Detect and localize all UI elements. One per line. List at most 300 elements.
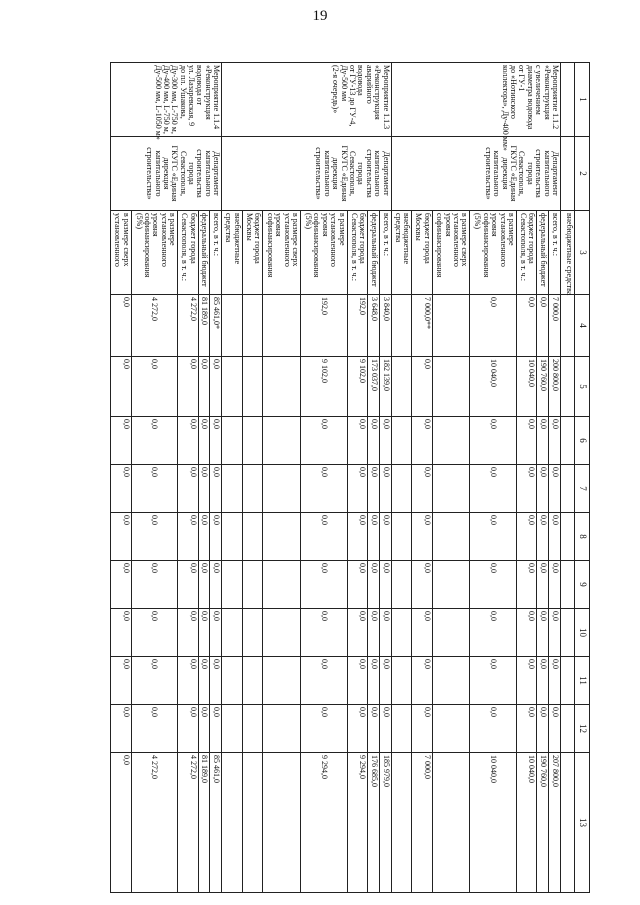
value-cell [222, 513, 242, 561]
value-text: 0,0 [381, 659, 391, 669]
value-cell [242, 513, 262, 561]
value-spacer [337, 611, 346, 654]
executor-text: капитального [492, 150, 502, 197]
source-text: бюджет города [358, 213, 368, 264]
col-header: 6 [575, 417, 590, 465]
value-cell [111, 357, 132, 417]
value-cell [379, 657, 391, 705]
value-text: 0,0 [527, 563, 537, 573]
value-cell [549, 513, 561, 561]
source-text: установленного [282, 213, 292, 267]
value-cell [242, 753, 262, 893]
event-text: до «Нотинского [509, 65, 519, 119]
source-text: уровня [320, 213, 330, 237]
value-spacer [167, 563, 176, 606]
value-text: 0,0 [188, 419, 198, 429]
value-text: 0,0 [121, 707, 131, 717]
value-text: 3 648,0 [369, 297, 379, 321]
value-text: 0,0 [551, 659, 560, 669]
value-cell [131, 705, 178, 753]
value-text: 4 272,0 [150, 297, 160, 321]
header-row [575, 63, 590, 893]
source-cell [368, 211, 380, 295]
value-spacer [459, 707, 468, 750]
source-text: уровня [274, 213, 284, 237]
value-spacer [290, 359, 299, 414]
source-text: Севастополя, в т. ч.: [349, 213, 359, 281]
executor-text: капитального [322, 150, 332, 197]
value-cell [549, 295, 561, 357]
value-text: 0,0 [121, 467, 131, 477]
source-cell [391, 211, 411, 295]
value-cell [549, 753, 561, 893]
col-header: 10 [575, 609, 590, 657]
col-header: 4 [575, 295, 590, 357]
value-cell [516, 657, 536, 705]
value-text: 0,0 [358, 611, 368, 621]
source-text: средства [393, 213, 403, 243]
value-spacer [337, 419, 346, 462]
value-cell [198, 705, 210, 753]
value-spacer [158, 707, 167, 750]
value-text: 0,0 [319, 419, 329, 429]
value-cell [516, 465, 536, 513]
value-cell [412, 657, 432, 705]
value-text: 0,0 [539, 467, 549, 477]
value-spacer [337, 515, 346, 558]
source-text: установленного [113, 213, 123, 267]
value-cell [561, 417, 575, 465]
value-cell [549, 705, 561, 753]
value-text: 0,0 [422, 659, 432, 669]
value-cell [210, 357, 222, 417]
value-text: 0,0 [381, 419, 391, 429]
value-text: 0,0 [488, 707, 498, 717]
source-text: в размере [506, 213, 516, 246]
value-cell [561, 753, 575, 893]
event-text: аварийного [364, 65, 374, 104]
value-text: 0,0 [319, 659, 329, 669]
source-cell [470, 211, 517, 295]
event-text: диаметра водовода [525, 65, 535, 130]
value-cell [412, 513, 432, 561]
col-header: 7 [575, 465, 590, 513]
value-spacer [290, 515, 299, 558]
value-cell [301, 609, 348, 657]
value-cell [391, 609, 411, 657]
value-text: 0,0 [121, 515, 131, 525]
value-cell [131, 357, 178, 417]
value-cell [537, 417, 549, 465]
value-cell [178, 417, 198, 465]
value-cell [470, 657, 517, 705]
value-cell [549, 465, 561, 513]
value-text: 0,0 [200, 563, 210, 573]
value-cell [516, 417, 536, 465]
value-cell [432, 609, 470, 657]
value-spacer [290, 563, 299, 606]
value-text: 0,0 [488, 563, 498, 573]
source-cell [537, 211, 549, 295]
value-cell [242, 417, 262, 465]
value-spacer [328, 611, 337, 654]
value-text: 0,0 [527, 659, 537, 669]
value-spacer [158, 563, 167, 606]
page-number: 19 [312, 8, 328, 24]
value-cell [537, 513, 549, 561]
event-cell [111, 63, 222, 140]
value-cell [432, 657, 470, 705]
value-cell [131, 561, 178, 609]
value-spacer [158, 297, 167, 354]
value-cell [242, 561, 262, 609]
value-spacer [290, 297, 299, 354]
source-text: установленного [452, 213, 462, 267]
value-cell [178, 357, 198, 417]
value-cell [222, 753, 242, 893]
value-cell [537, 465, 549, 513]
col-header: 9 [575, 561, 590, 609]
value-spacer [167, 359, 176, 414]
col-header: 12 [575, 705, 590, 753]
source-cell [198, 211, 210, 295]
source-text: в размере [337, 213, 347, 246]
value-cell [242, 357, 262, 417]
value-spacer [290, 659, 299, 702]
value-cell [178, 465, 198, 513]
executor-text: строительства» [314, 147, 324, 200]
value-cell [111, 417, 132, 465]
value-text: 190 760,0 [539, 359, 549, 391]
value-text: 0,0 [527, 419, 537, 429]
source-text: бюджет города [253, 213, 263, 264]
value-text: 0,0 [369, 515, 379, 525]
value-text: 0,0 [212, 359, 222, 369]
value-cell [131, 513, 178, 561]
value-text: 0,0 [121, 297, 131, 307]
value-spacer [459, 611, 468, 654]
event-text: «Реконструкция [373, 65, 383, 120]
value-cell [347, 657, 367, 705]
value-spacer [497, 419, 506, 462]
value-text: 0,0 [212, 515, 222, 525]
value-cell [263, 295, 301, 357]
value-cell [111, 513, 132, 561]
value-text: 0,0 [422, 419, 432, 429]
value-cell [470, 357, 517, 417]
event-text: от ГУ-13 до ГУ-4, [348, 65, 358, 127]
event-text: Ду-300 мм, L-750 м, [170, 65, 180, 134]
value-text: 0,0 [381, 467, 391, 477]
value-cell [347, 609, 367, 657]
source-text: в размере сверх [291, 213, 301, 267]
value-cell [347, 295, 367, 357]
value-text: 0,0 [488, 419, 498, 429]
value-text: 0,0 [527, 467, 537, 477]
value-spacer [337, 563, 346, 606]
executor-text: Департамент [381, 151, 391, 196]
value-text: 0,0 [200, 359, 210, 369]
value-cell [368, 753, 380, 893]
value-cell [222, 417, 242, 465]
value-spacer [158, 467, 167, 510]
source-text: Москвы [244, 213, 254, 241]
value-cell [242, 609, 262, 657]
value-spacer [506, 659, 515, 702]
value-spacer [497, 659, 506, 702]
source-text: бюджет города [188, 213, 198, 264]
value-text: 0,0 [358, 419, 368, 429]
value-text: 0,0 [200, 659, 210, 669]
source-text: всего, в т. ч.: [381, 213, 391, 256]
value-text: 0,0 [527, 707, 537, 717]
value-cell [391, 357, 411, 417]
value-spacer [497, 515, 506, 558]
value-cell [379, 753, 391, 893]
value-spacer [158, 611, 167, 654]
value-text: 10 040,0 [488, 755, 498, 783]
value-cell [222, 609, 242, 657]
source-cell [178, 211, 198, 295]
value-text: 0,0 [369, 467, 379, 477]
value-spacer [328, 659, 337, 702]
value-cell [222, 561, 242, 609]
value-spacer [328, 755, 337, 890]
value-cell [470, 753, 517, 893]
col-header: 3 [575, 211, 590, 295]
source-text: бюджет города [422, 213, 432, 264]
value-cell [111, 705, 132, 753]
event-cell [222, 63, 391, 137]
source-cell [210, 211, 222, 295]
value-cell [537, 609, 549, 657]
value-text: 0,0 [188, 515, 198, 525]
value-text: 173 037,0 [369, 359, 379, 391]
source-cell [432, 211, 470, 295]
value-cell [412, 561, 432, 609]
value-text: 0,0 [381, 563, 391, 573]
value-text: 0,0 [150, 359, 160, 369]
value-text: 0,0 [200, 467, 210, 477]
source-text: уровня [443, 213, 453, 237]
value-cell [549, 657, 561, 705]
value-spacer [497, 467, 506, 510]
value-cell [432, 753, 470, 893]
value-cell [198, 513, 210, 561]
executor-text: ГКУГС «Единая [509, 145, 519, 202]
value-text: 0,0 [539, 707, 549, 717]
value-cell [301, 357, 348, 417]
value-text: 192,0 [319, 297, 329, 315]
value-cell [537, 561, 549, 609]
value-cell [561, 465, 575, 513]
value-spacer [158, 515, 167, 558]
executor-text: капитального [153, 150, 163, 197]
value-cell [178, 295, 198, 357]
value-cell [537, 295, 549, 357]
value-cell [391, 417, 411, 465]
value-spacer [497, 563, 506, 606]
value-spacer [506, 467, 515, 510]
source-text: федеральный бюджет [369, 213, 379, 287]
source-text: софинансирования [265, 213, 275, 278]
value-text: 0,0 [188, 359, 198, 369]
value-spacer [459, 659, 468, 702]
col-header: 5 [575, 357, 590, 417]
value-cell [301, 657, 348, 705]
value-spacer [337, 755, 346, 890]
value-cell [301, 513, 348, 561]
value-cell [301, 753, 348, 893]
source-text: (5%) [304, 213, 314, 229]
continuation-row [561, 63, 575, 893]
value-text: 0,0 [188, 707, 198, 717]
col-header: 1 [575, 63, 590, 137]
source-cell [347, 211, 367, 295]
table-row [379, 63, 391, 893]
value-text: 85 461,0* [212, 297, 222, 329]
event-text: коллектора», Ду-400 мм» [500, 65, 510, 151]
source-text: (5%) [134, 213, 144, 229]
value-cell [178, 561, 198, 609]
value-cell [368, 417, 380, 465]
executor-text: строительства» [483, 147, 493, 200]
value-text: 0,0 [212, 659, 222, 669]
value-text: 85 461,0 [212, 755, 222, 783]
value-spacer [459, 297, 468, 354]
value-cell [347, 561, 367, 609]
value-cell [432, 465, 470, 513]
source-cell [242, 211, 262, 295]
source-text: софинансирования [143, 213, 153, 278]
value-text: 0,0 [150, 467, 160, 477]
value-cell [242, 705, 262, 753]
value-spacer [506, 563, 515, 606]
value-text: 0,0 [551, 419, 560, 429]
value-cell [263, 561, 301, 609]
value-spacer [497, 359, 506, 414]
source-text: (5%) [473, 213, 483, 229]
value-cell [242, 465, 262, 513]
value-spacer [459, 755, 468, 890]
value-cell [561, 561, 575, 609]
value-text: 0,0 [551, 707, 560, 717]
value-cell [301, 295, 348, 357]
value-cell [178, 753, 198, 893]
value-text: 0,0 [319, 515, 329, 525]
value-cell [210, 561, 222, 609]
executor-cell [561, 137, 575, 211]
value-spacer [459, 359, 468, 414]
value-cell [222, 657, 242, 705]
value-text: 4 272,0 [150, 755, 160, 779]
value-cell [391, 465, 411, 513]
value-cell [263, 357, 301, 417]
source-text: софинансирования [312, 213, 322, 278]
value-cell [368, 609, 380, 657]
value-cell [347, 357, 367, 417]
value-text: 0,0 [150, 563, 160, 573]
value-cell [432, 295, 470, 357]
value-text: 185 979,0 [381, 755, 391, 787]
value-spacer [167, 419, 176, 462]
value-cell [301, 417, 348, 465]
value-cell [210, 417, 222, 465]
value-cell [379, 705, 391, 753]
value-spacer [328, 515, 337, 558]
value-spacer [328, 359, 337, 414]
value-cell [178, 657, 198, 705]
value-cell [412, 753, 432, 893]
value-text: 0,0 [381, 515, 391, 525]
value-text: 0,0 [150, 515, 160, 525]
value-text: 0,0 [527, 297, 537, 307]
value-cell [131, 465, 178, 513]
value-text: 0,0 [539, 297, 549, 307]
source-cell [549, 211, 561, 295]
value-spacer [506, 707, 515, 750]
value-cell [516, 513, 536, 561]
value-cell [263, 465, 301, 513]
value-cell [111, 753, 132, 893]
source-cell: внебюджетные средства [561, 211, 575, 295]
value-text: 0,0 [488, 297, 498, 307]
value-text: 0,0 [319, 611, 329, 621]
value-text: 0,0 [188, 563, 198, 573]
value-spacer [506, 611, 515, 654]
value-cell [549, 357, 561, 417]
value-cell [516, 561, 536, 609]
value-spacer [167, 467, 176, 510]
value-text: 0,0 [319, 467, 329, 477]
executor-text: строительства [364, 149, 374, 198]
executor-text: дирекция [161, 157, 171, 190]
value-spacer [167, 659, 176, 702]
executor-text: строительства» [145, 147, 155, 200]
value-cell [368, 705, 380, 753]
executor-text: капитального [203, 150, 213, 197]
value-cell [368, 561, 380, 609]
executor-text: Департамент [212, 151, 222, 196]
executor-text: дирекция [331, 157, 341, 190]
value-cell [549, 561, 561, 609]
event-cell [391, 63, 560, 151]
executor-cell [391, 137, 560, 211]
event-text: Мероприятие 1.1.4 [212, 65, 222, 130]
value-spacer [506, 419, 515, 462]
value-cell [347, 513, 367, 561]
executor-text: строительства [534, 149, 544, 198]
value-cell [347, 417, 367, 465]
value-cell [198, 417, 210, 465]
value-text: 0,0 [369, 611, 379, 621]
value-text: 0,0 [358, 563, 368, 573]
value-spacer [337, 297, 346, 354]
value-cell [347, 705, 367, 753]
source-cell [111, 211, 132, 295]
source-cell [263, 211, 301, 295]
value-spacer [167, 755, 176, 890]
value-spacer [459, 467, 468, 510]
value-cell [222, 357, 242, 417]
value-text: 10 040,0 [527, 755, 537, 783]
value-cell [198, 657, 210, 705]
value-spacer [290, 611, 299, 654]
executor-text: ГКУГС «Единая [170, 145, 180, 202]
value-text: 9 102,0 [358, 359, 368, 383]
value-text: 0,0 [539, 659, 549, 669]
value-spacer [290, 419, 299, 462]
